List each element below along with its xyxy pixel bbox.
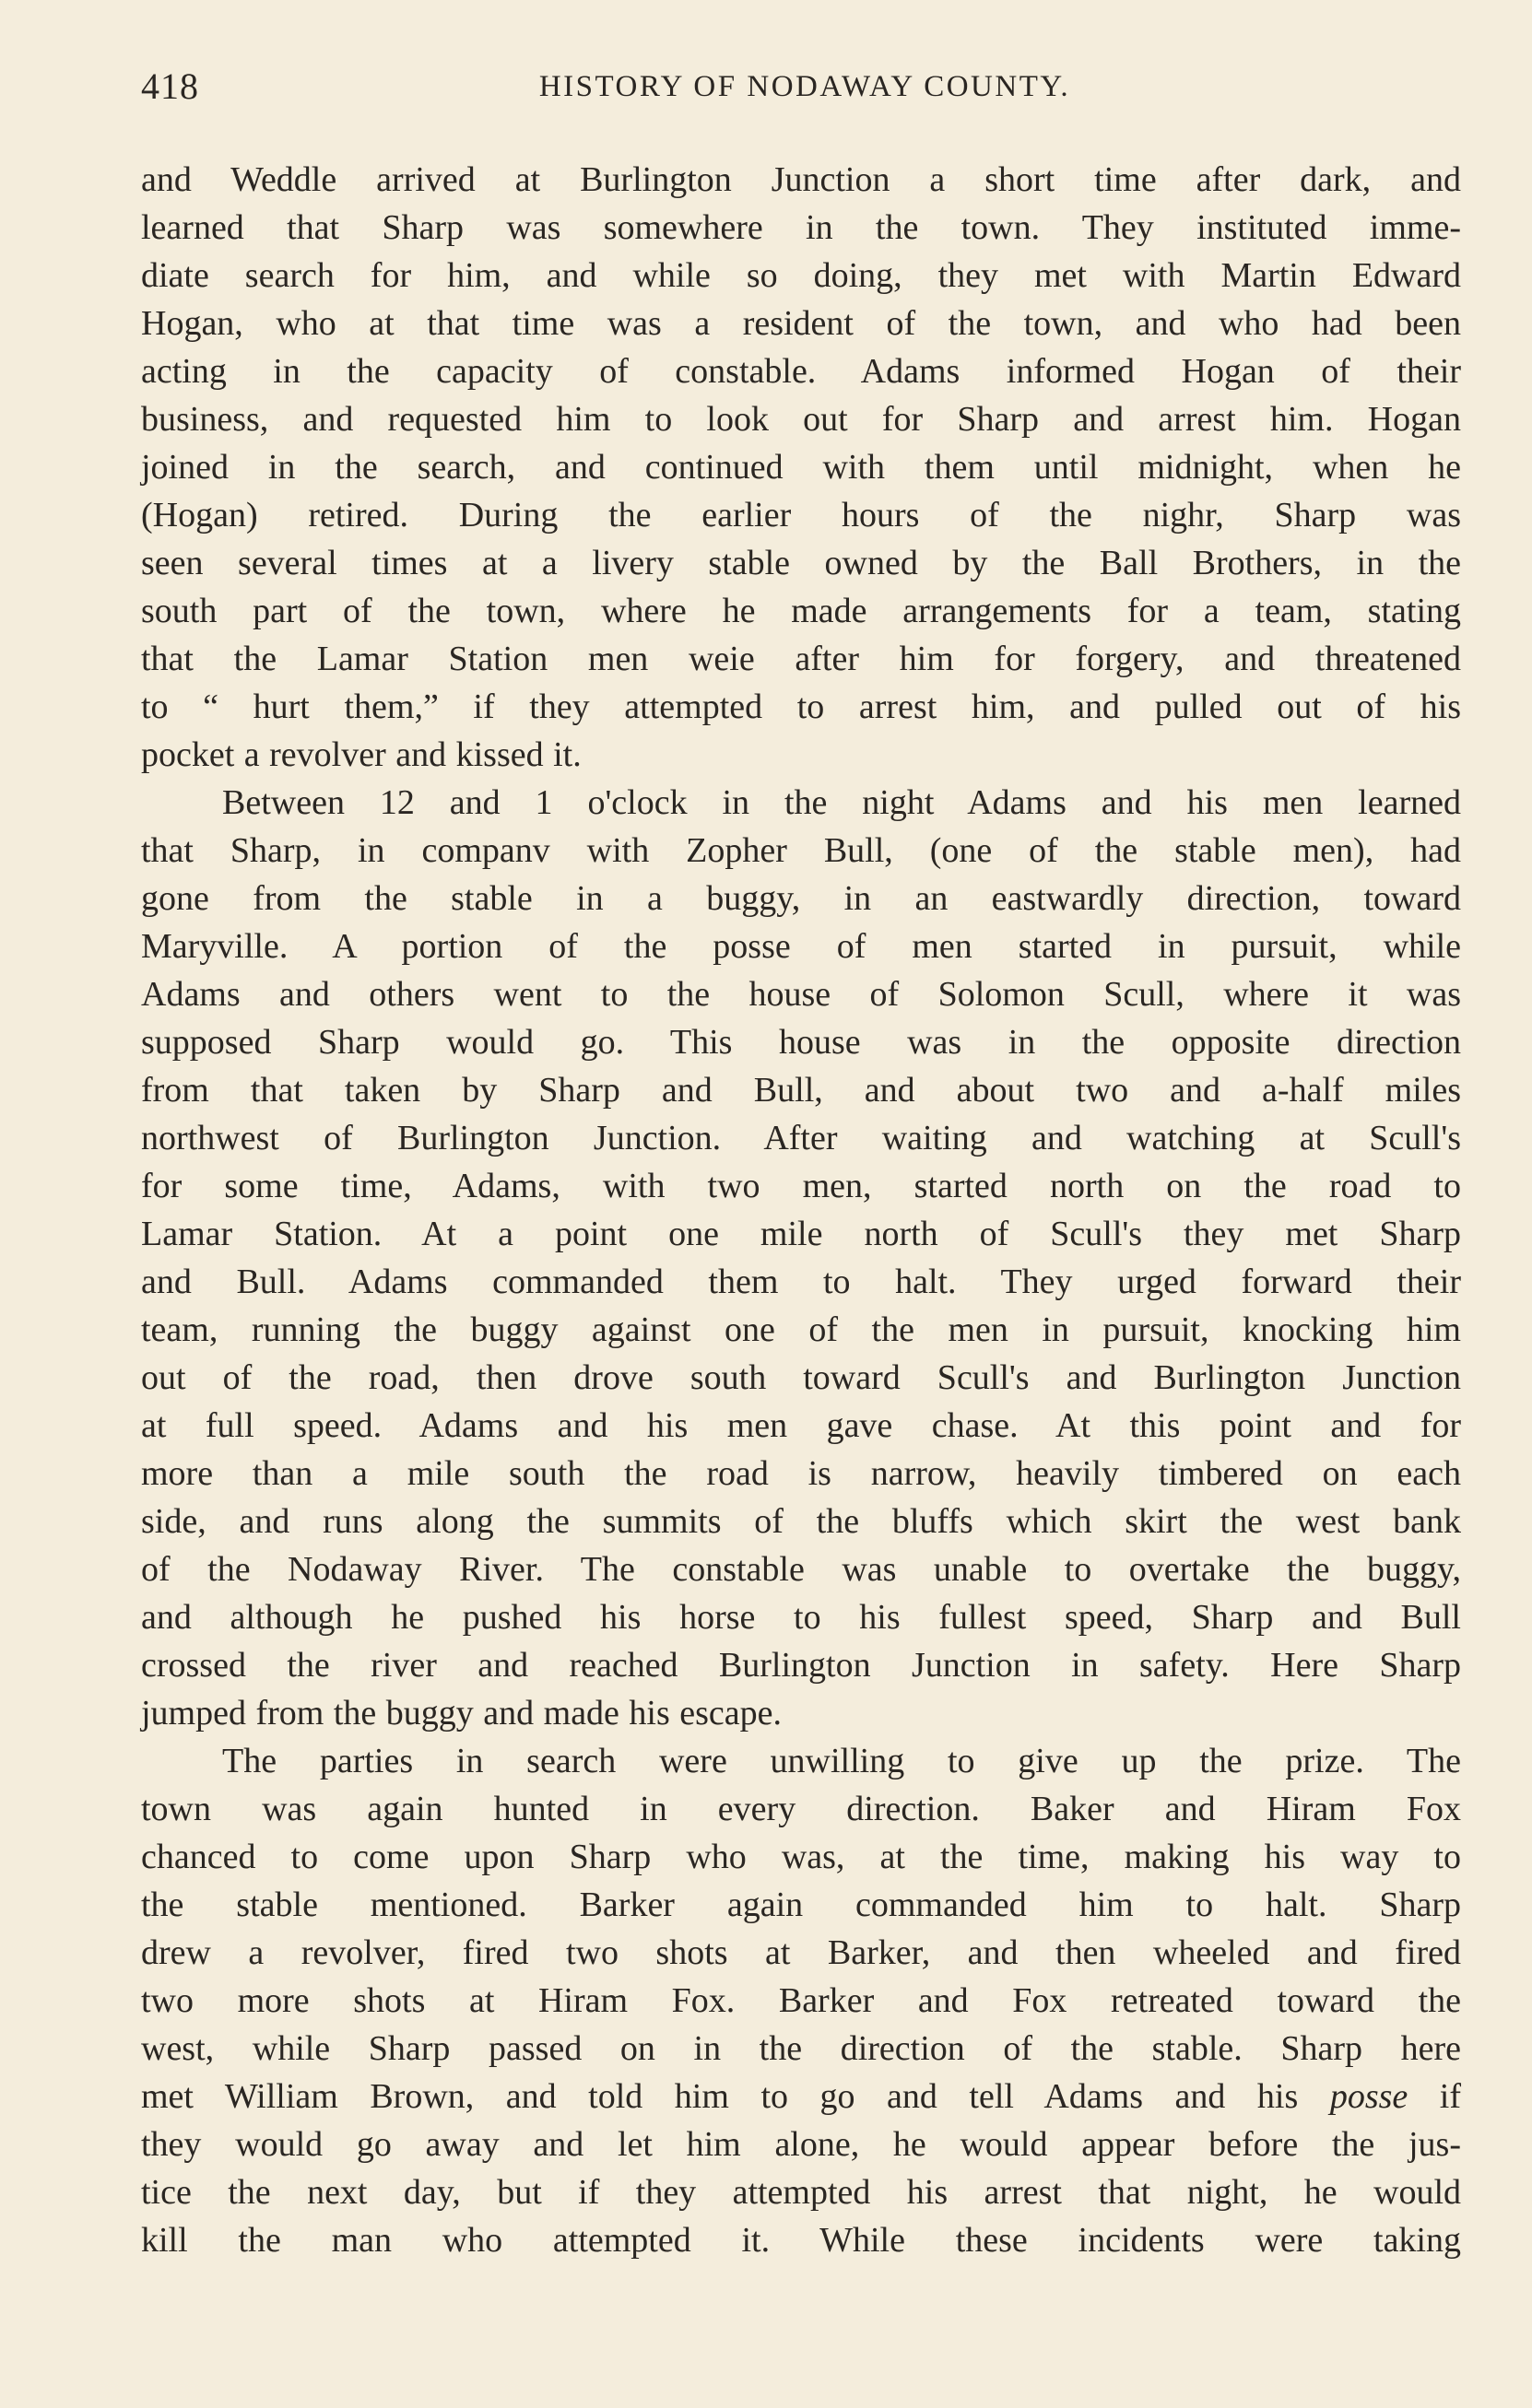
text-segment: met William Brown, and told him to go and tell Adams and his	[141, 2077, 1299, 2116]
text-line: that Sharp, in companv with Zopher Bull, (one of the stable men), had	[141, 831, 1461, 870]
text-line: crossed the river and reached Burlington Junction in safety. Here Sharp	[141, 1646, 1461, 1685]
text-line: out of the road, then drove south toward Scull's and Burlington Junction	[141, 1358, 1461, 1397]
text-line: they would go away and let him alone, he would appear before the jus-	[141, 2125, 1461, 2164]
text-line: to “ hurt them,” if they attempted to arrest him, and pulled out of his	[141, 687, 1461, 726]
text-line: the stable mentioned. Barker again commanded him to halt. Sharp	[141, 1885, 1461, 1924]
text-line: diate search for him, and while so doing, they met with Martin Edward	[141, 256, 1461, 295]
text-line: for some time, Adams, with two men, started north on the road to	[141, 1167, 1461, 1205]
text-line: and Bull. Adams commanded them to halt. They urged forward their	[141, 1263, 1461, 1301]
text-line: west, while Sharp passed on in the direction of the stable. Sharp here	[141, 2029, 1461, 2068]
text-line: acting in the capacity of constable. Adams informed Hogan of their	[141, 352, 1461, 391]
text-line: team, running the buggy against one of the men in pursuit, knocking him	[141, 1310, 1461, 1349]
text-line: learned that Sharp was somewhere in the town. They instituted imme-	[141, 208, 1461, 247]
text-line: northwest of Burlington Junction. After waiting and watching at Scull's	[141, 1119, 1461, 1157]
text-line: The parties in search were unwilling to give up the prize. The	[222, 1742, 1461, 1780]
text-line: supposed Sharp would go. This house was in the opposite direction	[141, 1023, 1461, 1062]
text-line: business, and requested him to look out for Sharp and arrest him. Hogan	[141, 400, 1461, 439]
text-line: more than a mile south the road is narrow, heavily timbered on each	[141, 1454, 1461, 1493]
text-line: town was again hunted in every direction. Baker and Hiram Fox	[141, 1790, 1461, 1828]
text-segment: if	[1439, 2077, 1462, 2116]
text-line: south part of the town, where he made arrangements for a team, stating	[141, 592, 1461, 630]
text-line-with-italic	[141, 2073, 1461, 2120]
text-line: two more shots at Hiram Fox. Barker and Fox retreated toward the	[141, 1981, 1461, 2020]
text-line: that the Lamar Station men weie after him for forgery, and threatened	[141, 640, 1461, 678]
text-line: seen several times at a livery stable owned by the Ball Brothers, in the	[141, 544, 1461, 582]
running-head-title: HISTORY OF NODAWAY COUNTY.	[538, 70, 1071, 103]
text-line: Lamar Station. At a point one mile north of Scull's they met Sharp	[141, 1215, 1461, 1253]
text-line: Hogan, who at that time was a resident of the town, and who had been	[141, 304, 1461, 343]
text-line: Adams and others went to the house of Solomon Scull, where it was	[141, 975, 1461, 1014]
text-line: kill the man who attempted it. While these incidents were taking	[141, 2221, 1461, 2260]
text-line: Maryville. A portion of the posse of men started in pursuit, while	[141, 927, 1461, 966]
running-head	[141, 65, 1468, 120]
text-line: gone from the stable in a buggy, in an eastwardly direction, toward	[141, 879, 1461, 918]
page-number: 418	[141, 65, 199, 107]
text-line: (Hogan) retired. During the earlier hours of the nighr, Sharp was	[141, 496, 1461, 534]
text-line: pocket a revolver and kissed it.	[141, 735, 582, 774]
text-line: jumped from the buggy and made his escape.	[141, 1694, 783, 1733]
text-line: Between 12 and 1 o'clock in the night Adams and his men learned	[222, 783, 1461, 822]
body-text	[141, 156, 1461, 2264]
text-line: tice the next day, but if they attempted his arrest that night, he would	[141, 2173, 1461, 2212]
italic-word: posse	[1329, 2077, 1408, 2116]
text-line: and Weddle arrived at Burlington Junction a short time after dark, and	[141, 160, 1461, 199]
text-line: from that taken by Sharp and Bull, and about two and a-half miles	[141, 1071, 1461, 1110]
text-line: of the Nodaway River. The constable was unable to overtake the buggy,	[141, 1550, 1461, 1589]
text-line: and although he pushed his horse to his fullest speed, Sharp and Bull	[141, 1598, 1461, 1637]
text-line: at full speed. Adams and his men gave chase. At this point and for	[141, 1406, 1461, 1445]
text-line: joined in the search, and continued with them until midnight, when he	[141, 448, 1461, 487]
text-line: chanced to come upon Sharp who was, at the time, making his way to	[141, 1838, 1461, 1876]
text-line: side, and runs along the summits of the bluffs which skirt the west bank	[141, 1502, 1461, 1541]
text-line: drew a revolver, fired two shots at Barker, and then wheeled and fired	[141, 1933, 1461, 1972]
